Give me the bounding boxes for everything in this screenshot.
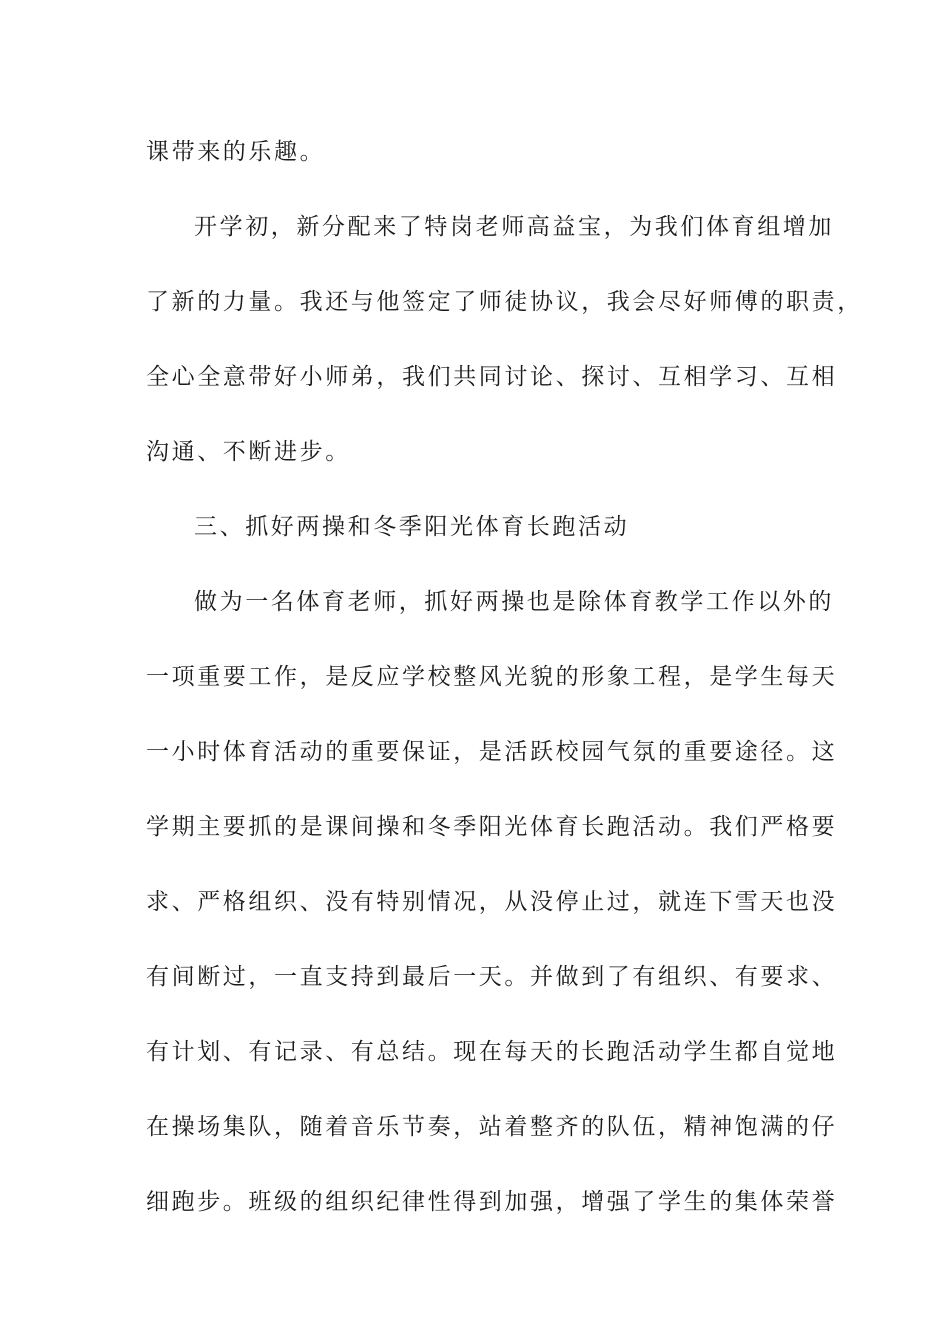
text-line: 全心全意带好小师弟，我们共同讨论、探讨、互相学习、互相 bbox=[146, 364, 838, 390]
text-line: 有间断过，一直支持到最后一天。并做到了有组织、有要求、 bbox=[146, 964, 838, 990]
text-line: 学期主要抓的是课间操和冬季阳光体育长跑活动。我们严格要 bbox=[146, 814, 838, 840]
text-line: 一项重要工作，是反应学校整风光貌的形象工程，是学生每天 bbox=[146, 664, 838, 690]
text-line: 求、严格组织、没有特别情况，从没停止过，就连下雪天也没 bbox=[146, 889, 838, 915]
text-line: 有计划、有记录、有总结。现在每天的长跑活动学生都自觉地 bbox=[146, 1039, 838, 1065]
text-line: 一小时体育活动的重要保证，是活跃校园气氛的重要途径。这 bbox=[146, 739, 838, 765]
text-line: 课带来的乐趣。 bbox=[146, 139, 326, 165]
text-line: 了新的力量。我还与他签定了师徒协议，我会尽好师傅的职责， bbox=[146, 289, 863, 315]
paragraph-start-line: 做为一名体育老师，抓好两操也是除体育教学工作以外的 bbox=[194, 589, 834, 615]
section-heading: 三、抓好两操和冬季阳光体育长跑活动 bbox=[194, 514, 630, 540]
text-line: 细跑步。班级的组织纪律性得到加强，增强了学生的集体荣誉 bbox=[146, 1189, 838, 1215]
paragraph-start-line: 开学初，新分配来了特岗老师高益宝，为我们体育组增加 bbox=[194, 214, 834, 240]
text-line: 沟通、不断进步。 bbox=[146, 439, 351, 465]
text-line: 在操场集队，随着音乐节奏，站着整齐的队伍，精神饱满的仔 bbox=[146, 1114, 838, 1140]
